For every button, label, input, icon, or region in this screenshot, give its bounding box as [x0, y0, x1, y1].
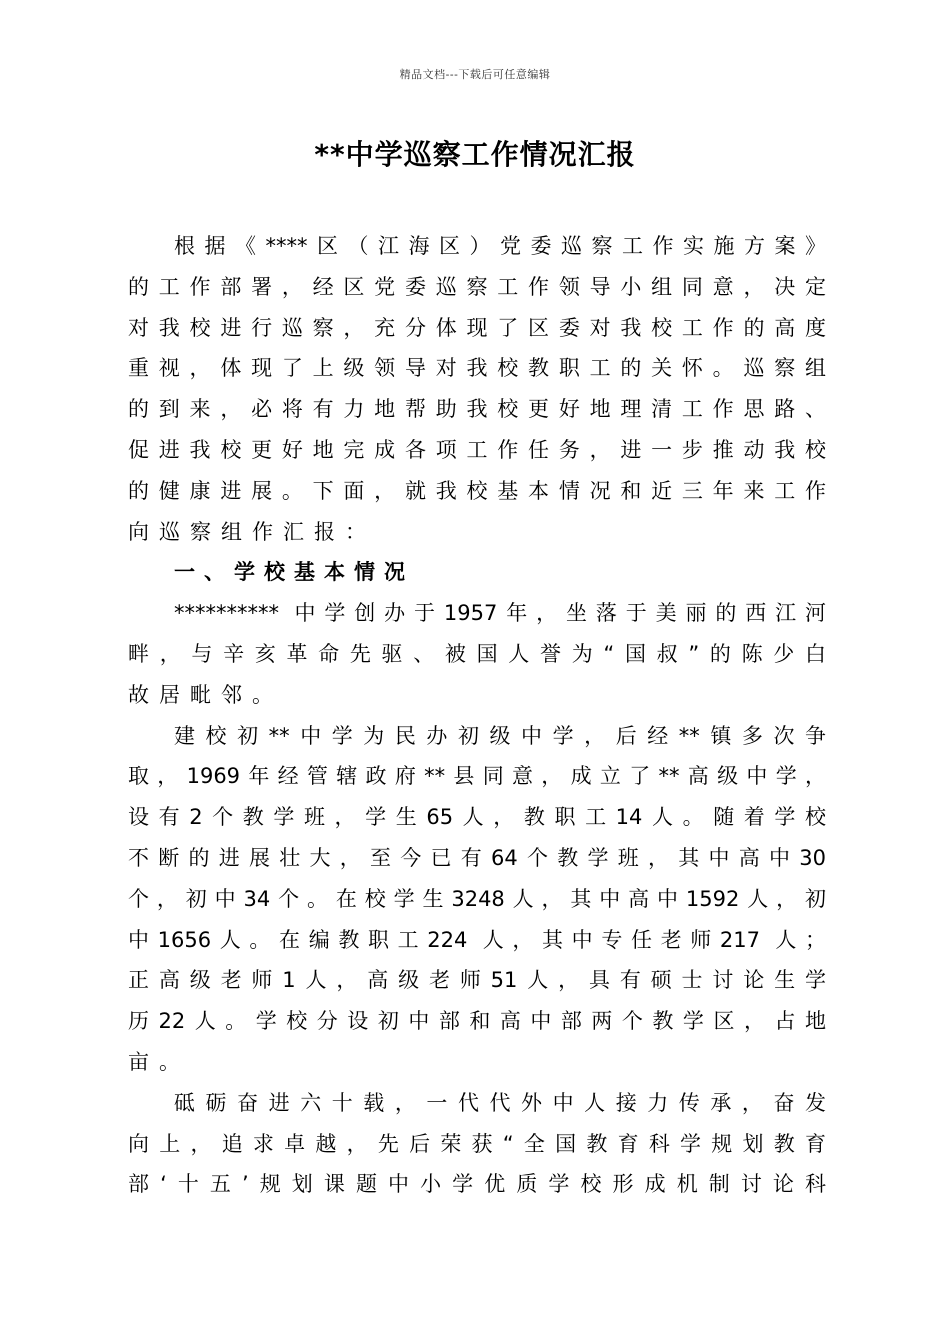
body-line: 建校初**中学为民办初级中学，后经**镇多次争 [174, 723, 826, 748]
body-line: 的工作部署，经区党委巡察工作领导小组同意，决定 [128, 274, 826, 299]
body-line: 正高级老师1人，高级老师51人，具有硕士讨论生学 [128, 968, 826, 993]
body-line: 设有2个教学班，学生65人，教职工14人。随着学校 [128, 805, 826, 830]
body-line: 重视，体现了上级领导对我校教职工的关怀。巡察组 [128, 356, 826, 381]
section-heading: 一、学校基本情况 [174, 560, 414, 585]
body-line: ********** 中学创办于1957年，坐落于美丽的西江河 [174, 601, 826, 626]
body-line: 不断的进展壮大，至今已有64个教学班，其中高中30 [128, 845, 826, 870]
document-body [128, 226, 826, 1205]
body-line: 畔，与辛亥革命先驱、被国人誉为“国叔”的陈少白 [128, 641, 826, 666]
body-line: 历22人。学校分设初中部和高中部两个教学区，占地 [128, 1009, 826, 1034]
body-line: 根据《****区（江海区）党委巡察工作实施方案》 [174, 234, 826, 258]
document-title: **中学巡察工作情况汇报 [314, 138, 636, 171]
body-line: 个，初中34个。在校学生3248人，其中高中1592人，初 [128, 886, 826, 911]
body-line: 取，1969年经管辖政府**县同意，成立了**高级中学， [128, 764, 826, 789]
body-line: 向巡察组作汇报： [128, 519, 376, 544]
body-line: 砥砺奋进六十载，一代代外中人接力传承，奋发 [174, 1090, 826, 1115]
body-line: 对我校进行巡察，充分体现了区委对我校工作的高度 [128, 315, 826, 340]
body-line: 向上，追求卓越，先后荣获“全国教育科学规划教育 [128, 1131, 826, 1156]
page-header: 精品文档---下载后可任意编辑 [399, 68, 551, 81]
body-line: 故居毗邻。 [128, 682, 283, 707]
body-line: 的健康进展。下面，就我校基本情况和近三年来工作 [128, 478, 826, 503]
body-line: 亩。 [128, 1049, 190, 1074]
body-line: 中1656人。在编教职工224 人，其中专任老师217 人； [128, 927, 826, 952]
body-line: 部‘十五’规划课题中小学优质学校形成机制讨论科 [128, 1172, 826, 1197]
body-line: 的到来，必将有力地帮助我校更好地理清工作思路、 [128, 397, 826, 422]
body-line: 促进我校更好地完成各项工作任务，进一步推动我校 [128, 437, 826, 462]
